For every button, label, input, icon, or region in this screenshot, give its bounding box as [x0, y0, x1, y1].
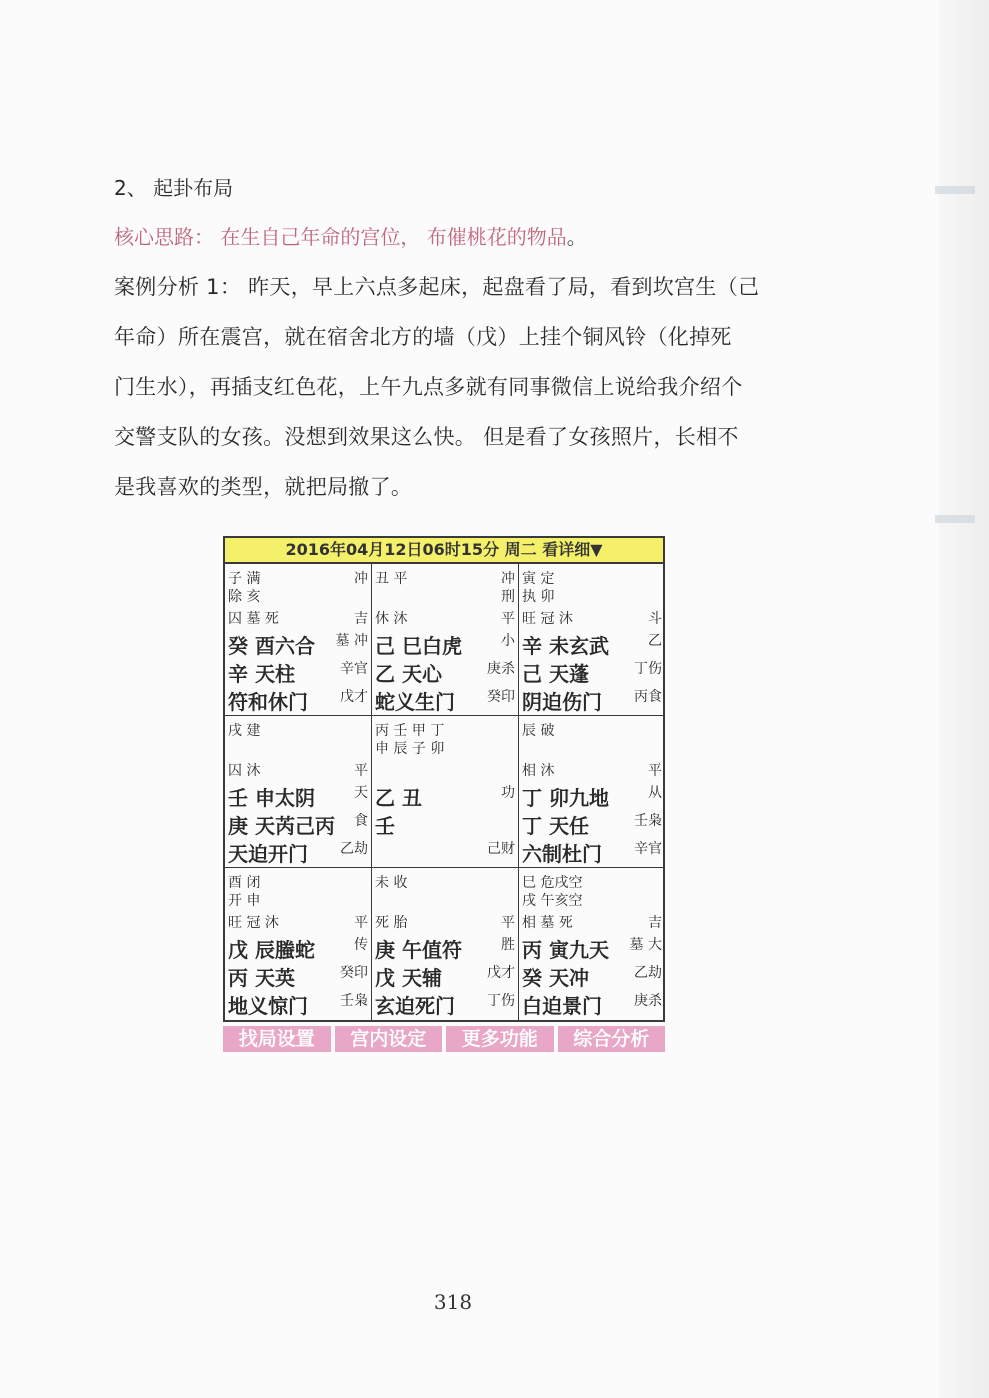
palace-text: 死 胎 [375, 915, 408, 931]
palace-side-text: 戊才 [340, 689, 368, 705]
palace-text: 寅 定 [522, 571, 555, 587]
paragraph-line: 年命）所在震宫，就在宿舍北方的墙（戊）上挂个铜风铃（化掉死 [114, 325, 732, 349]
palace-line [522, 686, 662, 715]
scan-mark [935, 515, 975, 523]
palace-line [375, 608, 515, 628]
palace-line [375, 568, 515, 588]
palace-line [228, 990, 368, 1019]
palace-line [228, 962, 368, 991]
palace-side-text: 癸印 [487, 689, 515, 705]
analysis-button[interactable]: 综合分析 [558, 1026, 666, 1052]
palace-line [228, 608, 368, 628]
palace-text: 癸 天冲 [522, 966, 589, 990]
palace-text: 己 天蓬 [522, 662, 589, 686]
palace-line [228, 810, 368, 839]
chart-buttons [223, 1026, 665, 1052]
palace-line [522, 568, 662, 588]
palace-side-text: 冲 [354, 571, 368, 587]
page-edge [939, 0, 989, 1398]
palace-text: 阴迫伤门 [522, 690, 602, 714]
paragraph-line: 门生水），再插支红色花，上午九点多就有同事微信上说给我介绍个 [114, 375, 743, 399]
core-end: 。 [566, 225, 587, 249]
palace-line [228, 890, 368, 910]
palace-side-text: 从 [648, 785, 662, 801]
palace-line [228, 782, 368, 811]
palace-side-text: 胜 [501, 937, 515, 953]
palace-text: 白迫景门 [522, 994, 602, 1018]
palace-side-text: 戊才 [487, 965, 515, 981]
palace-text: 戌 午亥空 [522, 893, 583, 909]
core-text-2: 布催桃花的物品 [426, 225, 567, 249]
palace-side-text: 辛官 [634, 841, 662, 857]
palace-text: 囚 墓 死 [228, 611, 279, 627]
palace-text: 丑 平 [375, 571, 408, 587]
palace-text: 相 墓 死 [522, 915, 573, 931]
palace-cell [372, 868, 519, 1020]
palace-line [375, 630, 515, 659]
palace-text: 辰 破 [522, 723, 555, 739]
palace-text: 戊 天辅 [375, 966, 442, 990]
palace-line [228, 838, 368, 867]
core-text-1: 在生自己年命的宫位， [220, 225, 421, 249]
palace-text: 丙 寅九天 [522, 938, 609, 962]
palace-line [228, 872, 368, 892]
palace-text: 丙 天英 [228, 966, 295, 990]
palace-side-text: 癸印 [340, 965, 368, 981]
palace-side-text: 吉 [354, 611, 368, 627]
palace-line [522, 782, 662, 811]
palace-text: 戊 辰螣蛇 [228, 938, 315, 962]
palace-line [375, 720, 515, 740]
palace-line [375, 990, 515, 1019]
case-paragraph [114, 262, 794, 512]
palace-text: 执 卯 [522, 589, 555, 605]
palace-cell [519, 716, 665, 868]
palace-text: 丁 卯九地 [522, 786, 609, 810]
palace-side-text: 庚杀 [487, 661, 515, 677]
palace-line [228, 658, 368, 687]
palace-side-text: 食 [354, 813, 368, 829]
palace-line [375, 962, 515, 991]
palace-line [522, 838, 662, 867]
palace-settings-button[interactable]: 宫内设定 [335, 1026, 443, 1052]
palace-text: 囚 沐 [228, 763, 261, 779]
palace-line [522, 934, 662, 963]
palace-line [522, 720, 662, 740]
palace-side-text: 己财 [487, 841, 515, 857]
find-settings-button[interactable]: 找局设置 [223, 1026, 331, 1052]
palace-line [228, 568, 368, 588]
palace-text: 玄迫死门 [375, 994, 455, 1018]
palace-line [375, 658, 515, 687]
palace-text: 辛 天柱 [228, 662, 295, 686]
palace-line [522, 810, 662, 839]
palace-line [522, 760, 662, 780]
palace-side-text: 乙 [648, 633, 662, 649]
palace-line [375, 912, 515, 932]
palace-text: 乙 丑 [375, 786, 422, 810]
palace-cell [519, 564, 665, 716]
palace-text: 子 满 [228, 571, 261, 587]
page-number: 318 [433, 1290, 473, 1314]
palace-text: 丙 壬 甲 丁 [375, 723, 445, 739]
palace-line [228, 630, 368, 659]
chart-grid [223, 562, 665, 1022]
palace-line [228, 912, 368, 932]
palace-text: 六制杜门 [522, 842, 602, 866]
palace-text: 休 沐 [375, 611, 408, 627]
palace-side-text: 庚杀 [634, 993, 662, 1009]
palace-side-text: 丁伤 [487, 993, 515, 1009]
core-label: 核心思路： [114, 225, 214, 249]
palace-side-text: 墓 冲 [335, 633, 368, 649]
palace-text: 庚 天芮己丙 [228, 814, 335, 838]
palace-side-text: 乙劫 [634, 965, 662, 981]
palace-line [375, 782, 515, 811]
palace-side-text: 辛官 [340, 661, 368, 677]
palace-side-text: 传 [354, 937, 368, 953]
scan-mark [935, 186, 975, 194]
palace-cell [225, 716, 372, 868]
palace-line [375, 872, 515, 892]
chart-banner[interactable]: 2016年04月12日06时15分 周二 看详细▼ [223, 536, 665, 562]
palace-text: 己 巳白虎 [375, 634, 462, 658]
palace-text: 符和休门 [228, 690, 308, 714]
palace-side-text: 天 [354, 785, 368, 801]
palace-text: 天迫开门 [228, 842, 308, 866]
palace-line [375, 738, 515, 758]
palace-text: 壬 [375, 814, 395, 838]
paragraph-line: 案例分析 1： 昨天，早上六点多起床，起盘看了局，看到坎宫生（己 [114, 275, 760, 299]
palace-text: 蛇义生门 [375, 690, 455, 714]
palace-text: 地义惊门 [228, 994, 308, 1018]
palace-text: 开 申 [228, 893, 261, 909]
palace-side-text: 功 [501, 785, 515, 801]
palace-line [522, 872, 662, 892]
palace-line [522, 990, 662, 1019]
palace-side-text: 墓 大 [629, 937, 662, 953]
palace-line [375, 686, 515, 715]
palace-line [228, 686, 368, 715]
palace-line [522, 630, 662, 659]
palace-line [522, 658, 662, 687]
palace-side-text: 丁伤 [634, 661, 662, 677]
palace-line [375, 810, 515, 839]
core-idea [114, 221, 587, 250]
palace-text: 壬 申太阴 [228, 786, 315, 810]
palace-line [375, 934, 515, 963]
palace-text: 除 亥 [228, 589, 261, 605]
palace-text: 辛 未玄武 [522, 634, 609, 658]
palace-side-text: 乙劫 [340, 841, 368, 857]
palace-text: 庚 午值符 [375, 938, 462, 962]
palace-cell [225, 564, 372, 716]
palace-side-text: 小 [501, 633, 515, 649]
palace-line [522, 890, 662, 910]
palace-cell [372, 564, 519, 716]
palace-text: 戌 建 [228, 723, 261, 739]
palace-side-text: 斗 [648, 611, 662, 627]
palace-text: 丁 天任 [522, 814, 589, 838]
more-functions-button[interactable]: 更多功能 [446, 1026, 554, 1052]
palace-side-text: 刑 [501, 589, 515, 605]
palace-text: 旺 冠 沐 [522, 611, 573, 627]
palace-line [522, 586, 662, 606]
palace-side-text: 平 [648, 763, 662, 779]
palace-side-text: 吉 [648, 915, 662, 931]
palace-side-text: 平 [354, 763, 368, 779]
palace-text: 酉 闭 [228, 875, 261, 891]
palace-text: 巳 危戌空 [522, 875, 583, 891]
palace-side-text: 丙食 [634, 689, 662, 705]
palace-line [228, 760, 368, 780]
palace-side-text: 壬枭 [340, 993, 368, 1009]
palace-side-text: 平 [354, 915, 368, 931]
palace-line [522, 962, 662, 991]
palace-cell [372, 716, 519, 868]
paragraph-line: 是我喜欢的类型，就把局撤了。 [114, 475, 413, 499]
palace-line [228, 934, 368, 963]
palace-text: 申 辰 子 卯 [375, 741, 445, 757]
palace-cell [225, 868, 372, 1020]
palace-side-text: 平 [501, 611, 515, 627]
palace-line [228, 720, 368, 740]
palace-side-text: 平 [501, 915, 515, 931]
palace-side-text: 壬枭 [634, 813, 662, 829]
palace-text: 相 沐 [522, 763, 555, 779]
palace-text: 癸 酉六合 [228, 634, 315, 658]
paragraph-line: 交警支队的女孩。没想到效果这么快。 但是看了女孩照片，长相不 [114, 425, 739, 449]
palace-text: 未 收 [375, 875, 408, 891]
palace-text: 旺 冠 沐 [228, 915, 279, 931]
palace-side-text: 冲 [501, 571, 515, 587]
qimen-chart [223, 536, 665, 1052]
palace-text: 乙 天心 [375, 662, 442, 686]
palace-line [522, 608, 662, 628]
section-heading: 2、 起卦布局 [114, 176, 234, 200]
palace-line [522, 912, 662, 932]
palace-line [228, 586, 368, 606]
palace-cell [519, 868, 665, 1020]
